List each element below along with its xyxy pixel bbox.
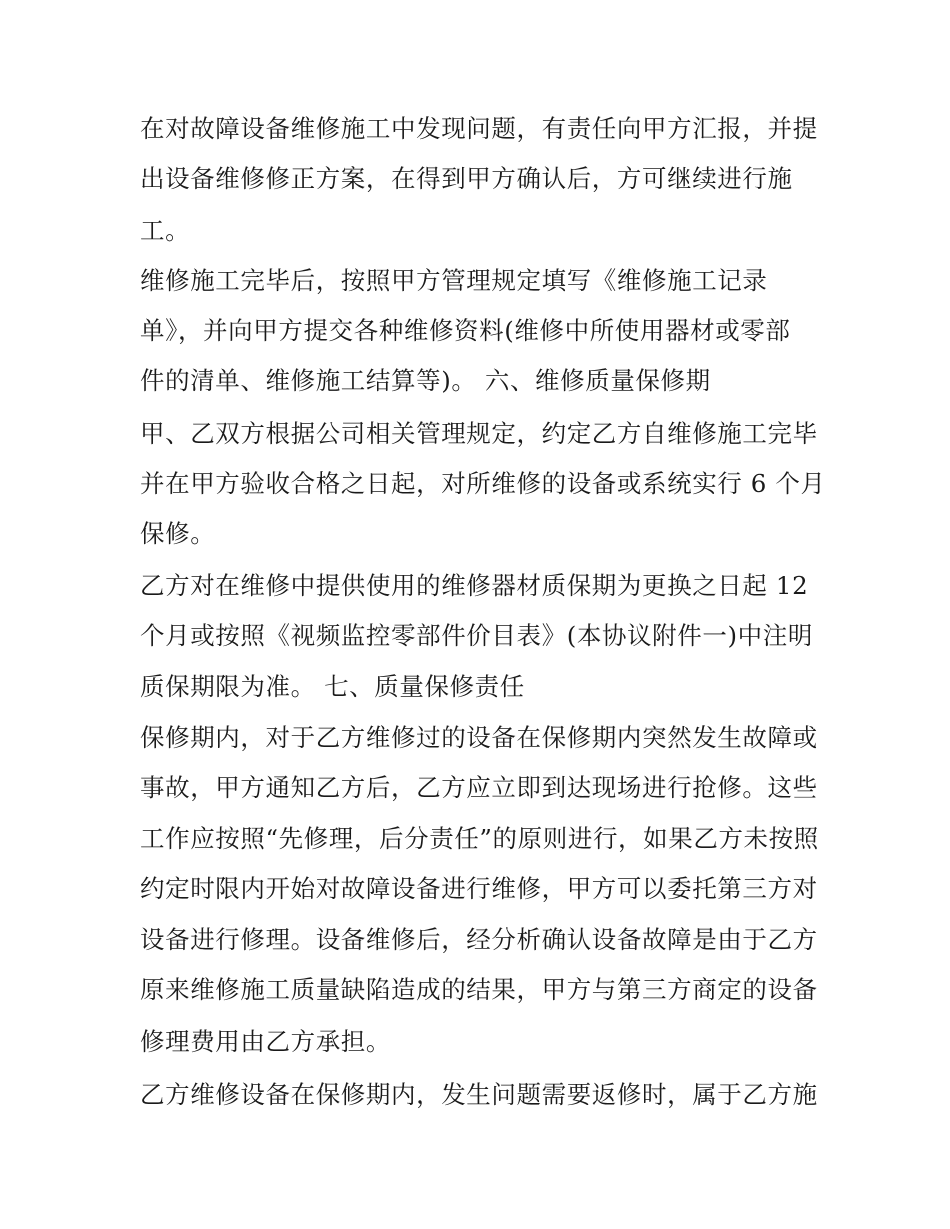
text-line: 并在甲方验收合格之日起，对所维修的设备或系统实行 6 个月: [140, 469, 826, 498]
text-line: 事故，甲方通知乙方后，乙方应立即到达现场进行抢修。这些: [140, 773, 818, 802]
text-line: 件的清单、维修施工结算等)。 六、维修质量保修期: [140, 366, 711, 395]
text-line: 设备进行修理。设备维修后，经分析确认设备故障是由于乙方: [140, 925, 818, 954]
text-line: 甲、乙双方根据公司相关管理规定，约定乙方自维修施工完毕: [140, 419, 818, 448]
text-line: 在对故障设备维修施工中发现问题，有责任向甲方汇报，并提: [140, 114, 818, 143]
text-line: 修理费用由乙方承担。: [140, 1027, 391, 1056]
text-line: 工作应按照“先修理，后分责任”的原则进行，如果乙方未按照: [140, 824, 819, 853]
text-line: 保修期内，对于乙方维修过的设备在保修期内突然发生故障或: [140, 723, 818, 752]
text-line: 出设备维修修正方案，在得到甲方确认后，方可继续进行施: [140, 164, 793, 193]
text-line: 单》，并向甲方提交各种维修资料(维修中所使用器材或零部: [140, 316, 791, 345]
text-line: 乙方对在维修中提供使用的维修器材质保期为更换之日起 12: [140, 571, 809, 600]
text-line: 原来维修施工质量缺陷造成的结果，甲方与第三方商定的设备: [140, 975, 818, 1004]
text-line: 维修施工完毕后，按照甲方管理规定填写《维修施工记录: [140, 266, 768, 295]
text-line: 约定时限内开始对故障设备进行维修，甲方可以委托第三方对: [140, 874, 818, 903]
text-line: 个月或按照《视频监控零部件价目表》(本协议附件一)中注明: [140, 621, 813, 650]
text-line: 质保期限为准。 七、质量保修责任: [140, 672, 525, 701]
text-line: 工。: [140, 216, 191, 245]
text-line: 乙方维修设备在保修期内，发生问题需要返修时，属于乙方施: [140, 1080, 818, 1109]
text-line: 保修。: [140, 519, 216, 548]
